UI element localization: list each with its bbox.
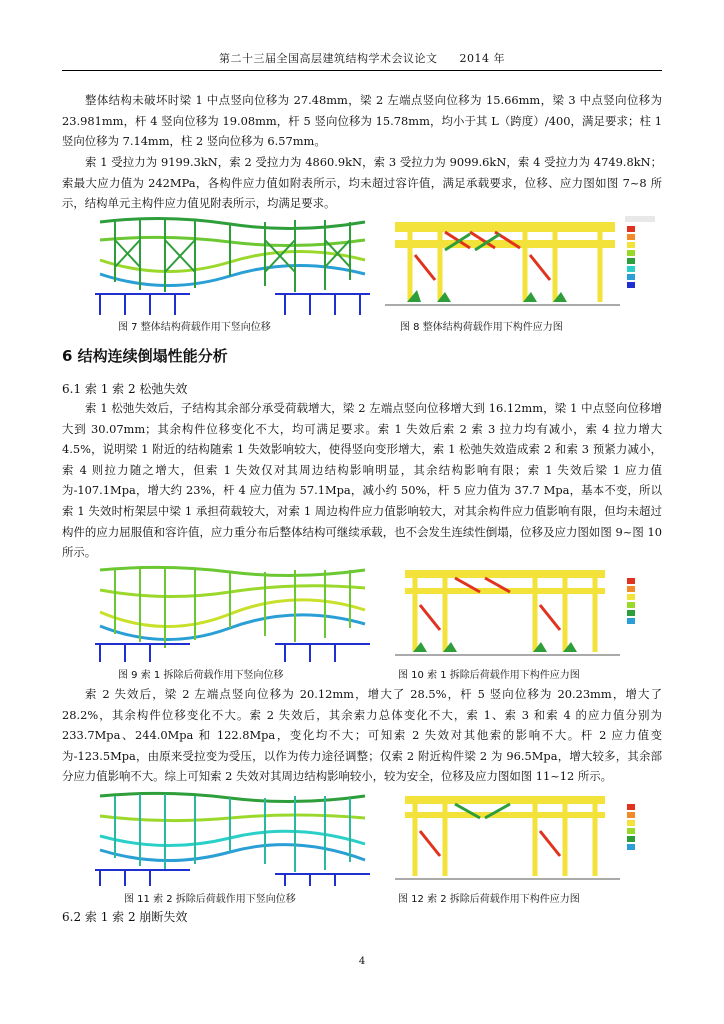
figure-8-stress (385, 210, 660, 316)
fig11-structure (95, 788, 370, 886)
fig8-structure (385, 210, 660, 316)
section-6-title: 6 结构连续倒塌性能分析 (62, 347, 228, 365)
header-year: 2014 年 (459, 52, 505, 65)
figure-12-caption: 图 12 索 2 拆除后荷载作用下构件应力图 (398, 894, 580, 905)
figure-9-displacement (95, 562, 370, 662)
subsection-6-2-title: 6.2 索 1 索 2 崩断失效 (62, 910, 188, 924)
fig9-structure (95, 562, 370, 662)
header-rule (62, 70, 662, 71)
figure-7-caption: 图 7 整体结构荷载作用下竖向位移 (118, 322, 271, 333)
paragraph-cable-force: 索 1 受拉力为 9199.3kN，索 2 受拉力为 4860.9kN，索 3 受拉力为 9099.6kN，索 4 受拉力为 4749.8kN；索最大应力值为 242MPa，各构件应力值如附表所示，均未超过容许值，满足承载要求，位移、应力图如图 7~8 所示，结构单元主构件应力值见附表所示，均满足要求。 (62, 155, 662, 211)
fig10-structure (385, 560, 660, 664)
figure-12-stress (385, 786, 660, 888)
figure-11-displacement (95, 788, 370, 886)
fig12-structure (385, 786, 660, 888)
subsection-6-1-title: 6.1 索 1 索 2 松弛失效 (62, 382, 188, 396)
paragraph-cable1-slack: 索 1 松弛失效后，子结构其余部分承受荷载增大，梁 2 左端点竖向位移增大到 16.12mm，梁 1 中点竖向位移增大到 30.07mm；其余构件位移变化不大，均可满足要求。索 1 失效后索 2 索 3 拉力均有减小，索 4 拉力增大 4.5%，说明梁 1 附近的结构随索 1 失效影响较大，使得竖向变形增大，索 1 松弛失效造成索 2 和索 3 预紧力减小，索 4 则拉力随之增大，但索 1 失效仅对其周边结构影响明显，其余结构影响有限；索 1 失效后梁 1 应力值为-107.1Mpa，增大约 23%，杆 4 应力值为 57.1Mpa，减小约 50%，杆 5 应力值为 37.7 Mpa，基本不变，所以索 1 失效时桁架层中梁 1 承担荷载较大，对索 1 周边构件应力值影响较大，对其余构件应力值影响有限，但均未超过构件的应力屈服值和容许值，应力重分布后整体结构可继续承载，也不会发生连续性倒塌，位移及应力图如图 9~图 10 所示。 (62, 401, 662, 560)
header-title: 第二十三届全国高层建筑结构学术会议论文 (219, 52, 438, 65)
figure-10-caption: 图 10 索 1 拆除后荷载作用下构件应力图 (398, 670, 580, 681)
running-header (62, 50, 662, 66)
page-number: 4 (358, 956, 366, 967)
figure-10-stress (385, 560, 660, 664)
figure-8-caption: 图 8 整体结构荷载作用下构件应力图 (400, 322, 563, 333)
figure-11-caption: 图 11 索 2 拆除后荷载作用下竖向位移 (124, 894, 296, 905)
figure-7-displacement (95, 212, 370, 315)
figure-9-caption: 图 9 索 1 拆除后荷载作用下竖向位移 (118, 670, 284, 681)
paragraph-displacement: 整体结构未破坏时梁 1 中点竖向位移为 27.48mm，梁 2 左端点竖向位移为 15.66mm，梁 3 中点竖向位移为 23.981mm，杆 4 竖向位移为 19.08mm，杆 5 竖向位移为 15.78mm，均小于其 L（跨度）/400，满足要求；柱 1 竖向位移为 7.14mm，柱 2 竖向位移为 6.57mm。 (62, 93, 662, 149)
paragraph-cable2-slack: 索 2 失效后，梁 2 左端点竖向位移为 20.12mm，增大了 28.5%，杆 5 竖向位移为 20.23mm，增大了 28.2%，其余构件位移变化不大。索 2 失效后，其余索力总体变化不大，索 1、索 3 和索 4 的应力值分别为 233.7Mpa、244.0Mpa 和 122.8Mpa，变化均不大；可知索 2 失效对其他索的影响不大。杆 2 应力值变为-123.5Mpa，由原来受拉变为受压，以作为传力途径调整；仅索 2 附近构件梁 2 为 96.5Mpa，增大较多，其余部分应力值影响不大。综上可知索 2 失效对其周边结构影响较小，较为安全，位移及应力图如图 11~12 所示。 (62, 687, 662, 784)
fig7-structure (95, 212, 370, 315)
